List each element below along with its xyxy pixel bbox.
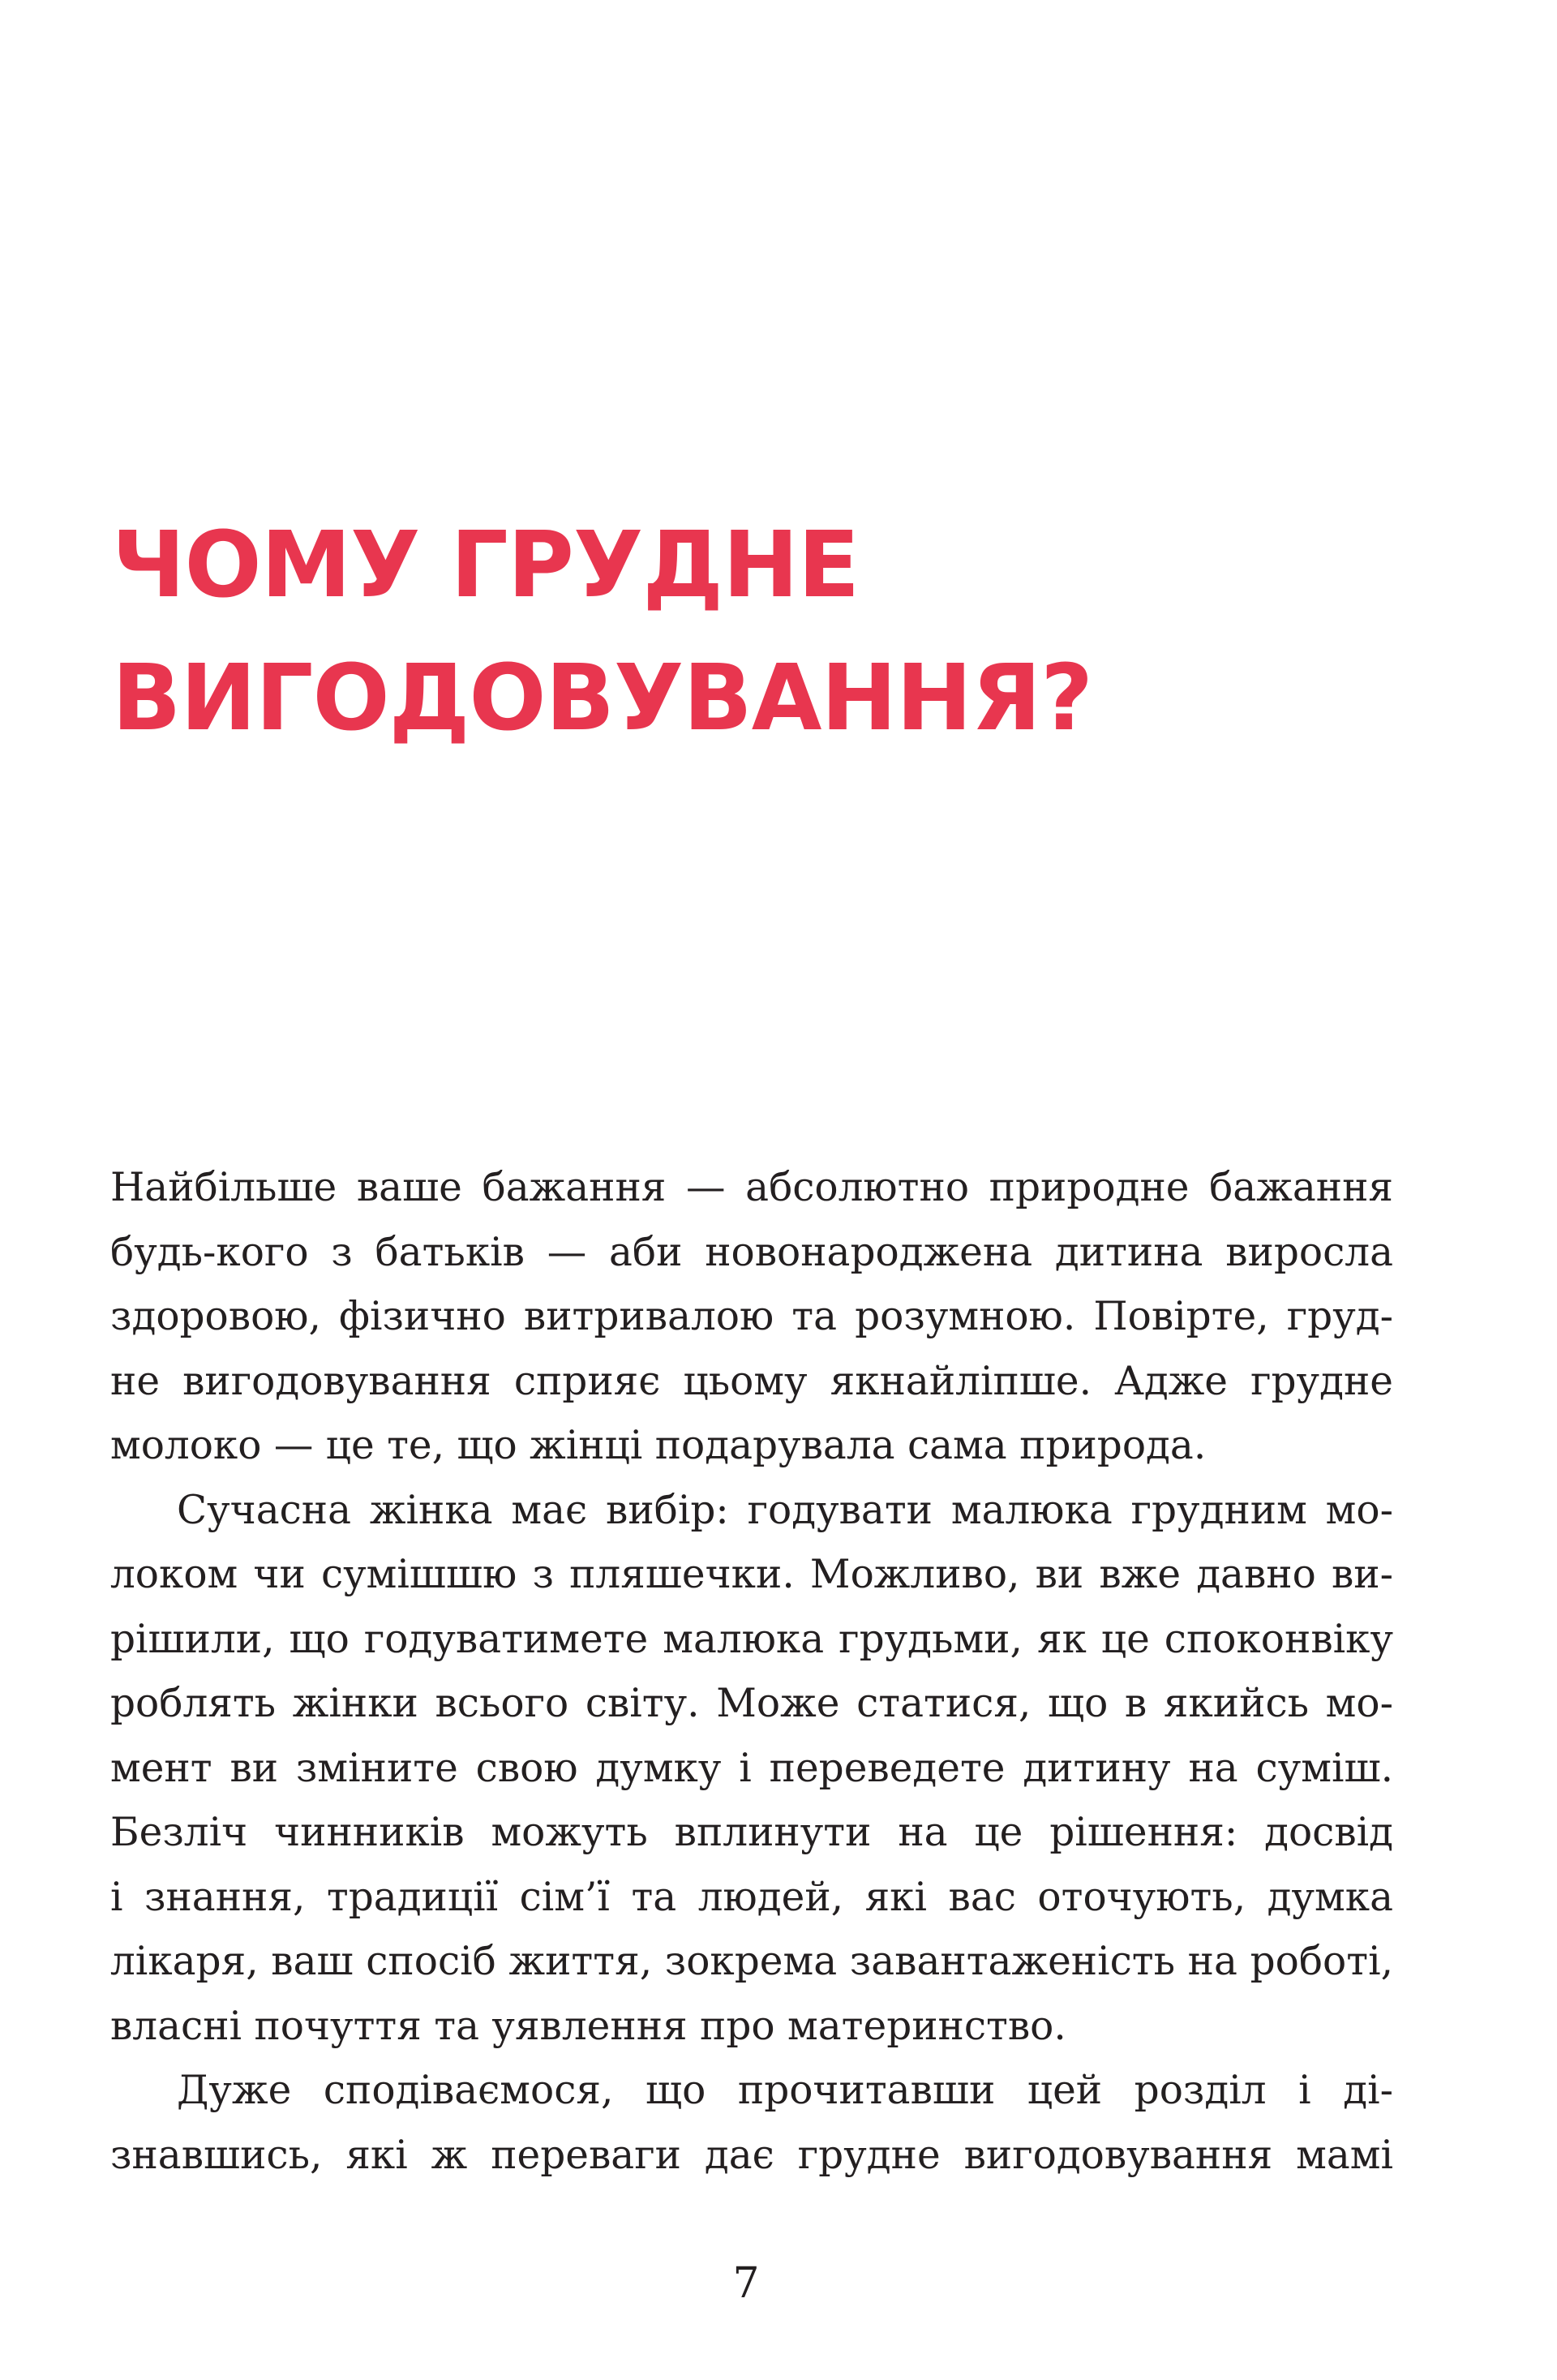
- chapter-title-line: ВИГОДОВУВАННЯ?: [112, 646, 1093, 751]
- paragraph-line: Сучасна жінка має вибір: годувати малюка грудним мо-: [177, 1487, 1393, 1533]
- paragraph-line: мент ви зміните свою думку і переведете дитину на суміш.: [110, 1745, 1393, 1791]
- paragraph-line: знавшись, які ж переваги дає грудне вигодовування мамі: [110, 2132, 1393, 2178]
- paragraph-line: молоко — це те, що жінці подарувала сама природа.: [110, 1423, 1207, 1468]
- paragraph-line: здоровою, фізично витривалою та розумною. Повірте, груд-: [110, 1294, 1393, 1339]
- paragraph-line: Дуже сподіваємося, що прочитавши цей розділ і ді-: [177, 2068, 1393, 2113]
- paragraph-line: власні почуття та уявлення про материнство.: [110, 2003, 1066, 2049]
- paragraph-line: рішили, що годуватимете малюка грудьми, як це споконвіку: [110, 1616, 1393, 1662]
- paragraph-line: локом чи сумішшю з пляшечки. Можливо, ви вже давно ви-: [110, 1552, 1393, 1597]
- chapter-title-line: ЧОМУ ГРУДНЕ: [112, 513, 860, 618]
- chapter-title: [112, 499, 1450, 765]
- paragraph-line: будь-кого з батьків — аби новонароджена дитина виросла: [110, 1229, 1393, 1275]
- paragraph-line: лікаря, ваш спосіб життя, зокрема завантаженість на роботі,: [110, 1939, 1393, 1984]
- paragraph-line: Безліч чинників можуть вплинути на це рішення: досвід: [110, 1810, 1393, 1855]
- paragraph-line: не вигодовування сприяє цьому якнайліпше. Адже грудне: [110, 1358, 1393, 1404]
- paragraph-line: роблять жінки всього світу. Може статися, що в якийсь мо-: [110, 1681, 1393, 1726]
- page-number: 7: [732, 2259, 760, 2308]
- body-text: [110, 1156, 1393, 2188]
- paragraph-line: і знання, традиції сім’ї та людей, які вас оточують, думка: [110, 1874, 1393, 1920]
- paragraph-line: Найбільше ваше бажання — абсолютно природне бажання: [110, 1165, 1393, 1210]
